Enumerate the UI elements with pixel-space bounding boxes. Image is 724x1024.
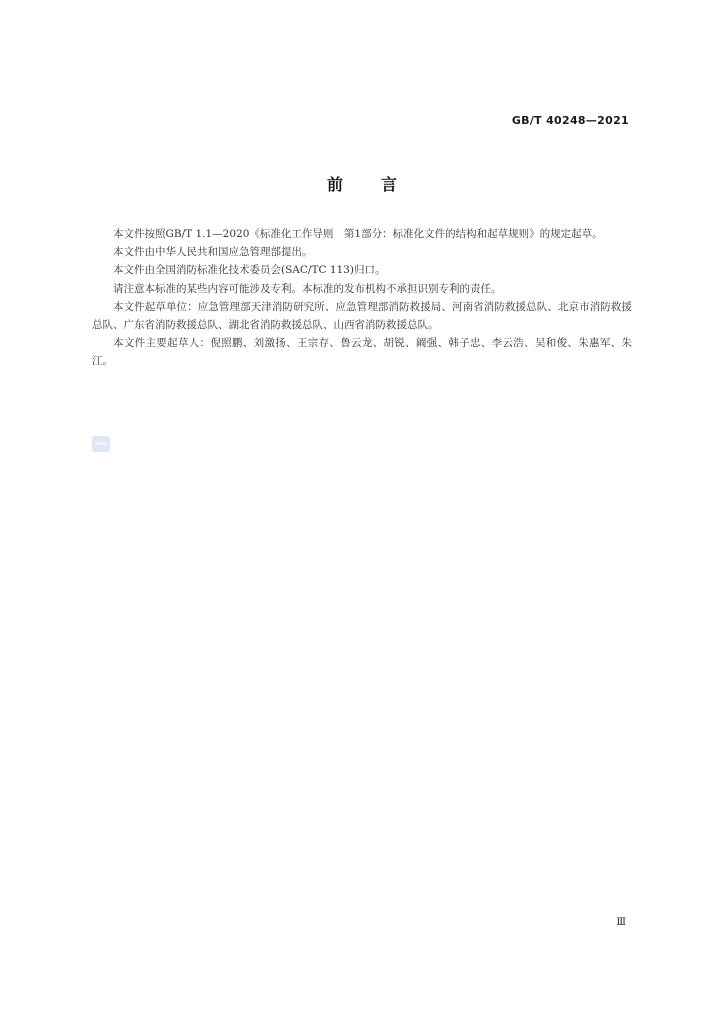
paragraph-drafters: 本文件主要起草人：倪照鹏、刘激扬、王宗存、鲁云龙、胡锐、阚强、韩子忠、李云浩、吴和俊、朱惠军、朱江。 <box>92 337 632 368</box>
page-title: 前言 <box>326 175 435 194</box>
paragraph-committee: 本文件由全国消防标准化技术委员会(SAC/TC 113)归口。 <box>113 264 386 277</box>
foreword-body <box>92 225 632 371</box>
page-number: Ⅲ <box>616 917 626 928</box>
paragraph-patent-notice: 请注意本标准的某些内容可能涉及专利。本标准的发布机构不承担识别专利的责任。 <box>113 282 502 295</box>
standard-number: GB/T 40248—2021 <box>511 114 629 127</box>
paragraph-proposer: 本文件由中华人民共和国应急管理部提出。 <box>113 246 313 259</box>
paragraph-drafting-units: 本文件起草单位：应急管理部天津消防研究所、应急管理部消防救援局、河南省消防救援总队、北京市消防救援总队、广东省消防救援总队、湖北省消防救援总队、山西省消防救援总队。 <box>92 300 632 332</box>
paragraph-drafting-rules: 本文件按照GB/T 1.1—2020《标准化工作导则 第1部分：标准化文件的结构和起草规则》的规定起草。 <box>113 228 603 240</box>
document-stamp-icon <box>92 436 110 452</box>
